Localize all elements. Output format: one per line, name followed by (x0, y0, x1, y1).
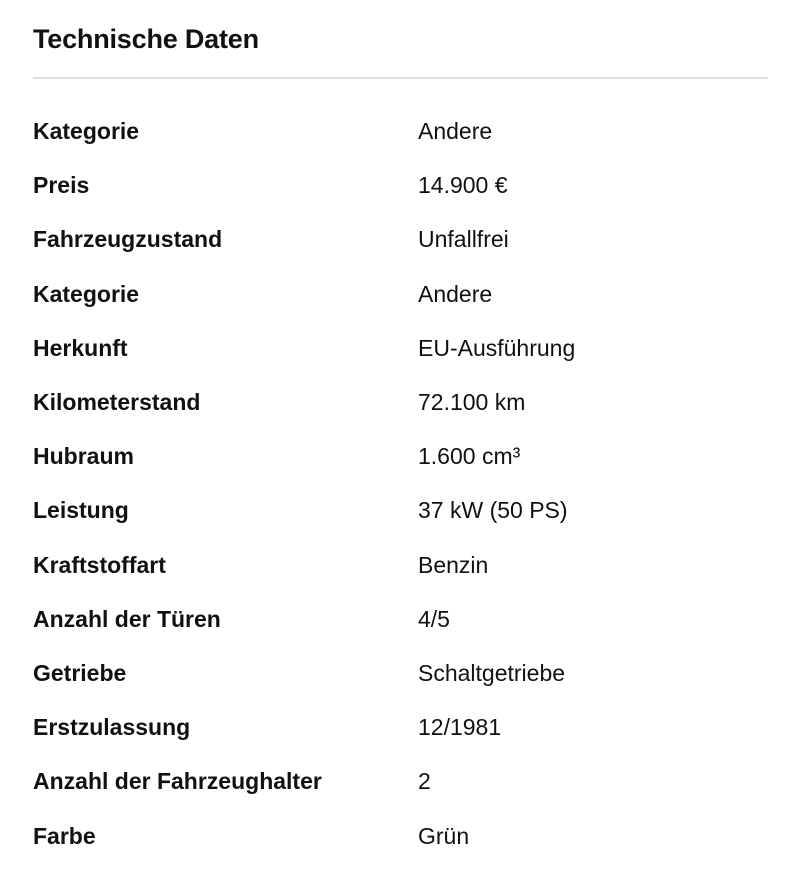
spec-row-kraftstoffart (33, 538, 768, 592)
spec-row-fahrzeugzustand (33, 212, 768, 266)
spec-label: Kategorie (33, 118, 140, 145)
spec-value: 2 (418, 768, 431, 795)
spec-value: 12/1981 (418, 714, 502, 741)
spec-row-herkunft (33, 321, 768, 375)
spec-label: Kategorie (33, 280, 140, 307)
title-divider (33, 77, 768, 79)
spec-row-leistung (33, 483, 768, 537)
spec-label: Hubraum (33, 443, 134, 470)
spec-row-kilometerstand (33, 375, 768, 429)
spec-row-farbe (33, 808, 768, 862)
spec-value: Schaltgetriebe (418, 659, 566, 686)
spec-row-anzahl-der-fahrzeughalter (33, 754, 768, 808)
spec-label: Getriebe (33, 659, 127, 686)
spec-value: Benzin (418, 551, 489, 578)
spec-value: 4/5 (418, 605, 450, 632)
spec-label: Herkunft (33, 334, 128, 361)
spec-label: Farbe (33, 822, 96, 849)
spec-row-hubraum (33, 429, 768, 483)
spec-label: Fahrzeugzustand (33, 226, 223, 253)
spec-value: EU-Ausführung (418, 334, 576, 361)
spec-label: Erstzulassung (33, 714, 191, 741)
spec-value: 14.900 € (418, 172, 508, 199)
spec-row-kategorie (33, 104, 768, 158)
spec-label: Kraftstoffart (33, 551, 166, 578)
spec-row-getriebe (33, 646, 768, 700)
spec-value: Andere (418, 118, 493, 145)
spec-value: 37 kW (50 PS) (418, 497, 568, 524)
spec-value: 72.100 km (418, 389, 526, 416)
spec-value: Unfallfrei (418, 226, 509, 253)
spec-label: Leistung (33, 497, 129, 524)
spec-list (33, 104, 768, 863)
spec-row-kategorie-2 (33, 267, 768, 321)
spec-row-erstzulassung (33, 700, 768, 754)
spec-value: Grün (418, 822, 470, 849)
spec-value: Andere (418, 280, 493, 307)
spec-value: 1.600 cm³ (418, 443, 521, 470)
section-title: Technische Daten (33, 24, 259, 54)
spec-row-anzahl-der-tueren (33, 592, 768, 646)
spec-label: Preis (33, 172, 90, 199)
spec-label: Kilometerstand (33, 389, 201, 416)
spec-label: Anzahl der Fahrzeughalter (33, 768, 322, 795)
spec-label: Anzahl der Türen (33, 605, 221, 632)
spec-row-preis (33, 158, 768, 212)
